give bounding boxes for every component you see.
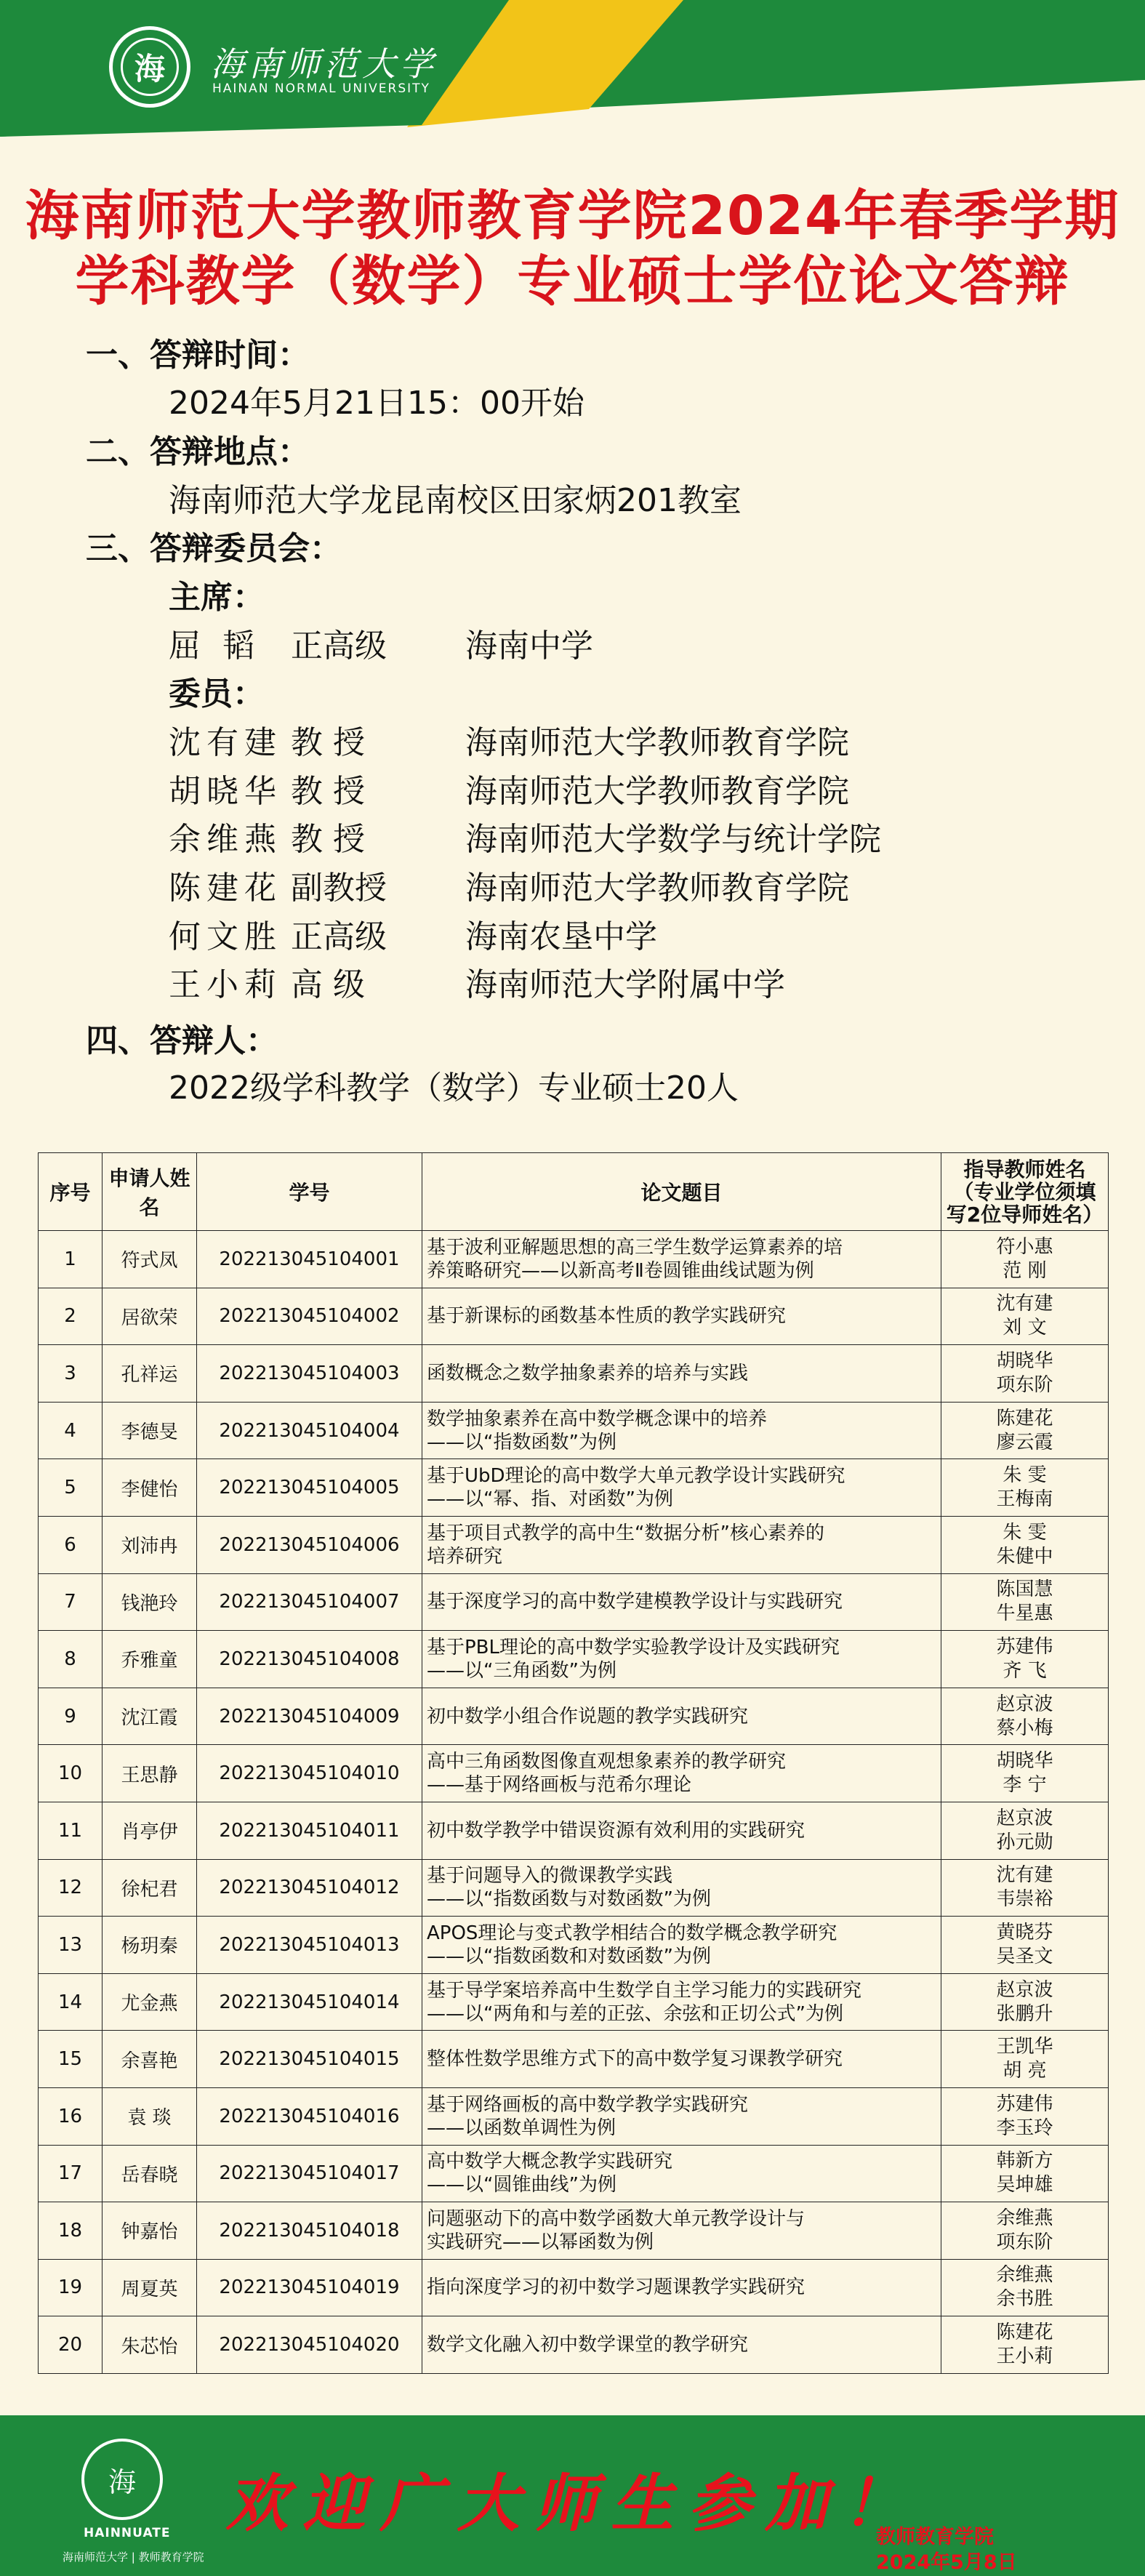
- col-advisor-header: 指导教师姓名（专业学位须填写2位导师姓名）: [941, 1153, 1109, 1231]
- table-row: [39, 1917, 1109, 1974]
- university-logo-icon: 海: [109, 26, 190, 108]
- place-value: 海南师范大学龙昆南校区田家炳201教室: [169, 482, 742, 519]
- college-logo-icon: 海: [81, 2439, 163, 2520]
- members-label: 委员：: [169, 675, 265, 713]
- table-row: [39, 1231, 1109, 1288]
- organizer: 教师教育学院: [876, 2526, 994, 2548]
- seq-cell: 2: [39, 1288, 103, 1345]
- student-id-cell: 202213045104009: [197, 1688, 422, 1745]
- student-id-cell: 202213045104003: [197, 1345, 422, 1403]
- student-id-cell: 202213045104019: [197, 2259, 422, 2316]
- table-row: [39, 1573, 1109, 1631]
- place-label: 二、答辩地点：: [86, 433, 310, 470]
- applicant-name-cell: 周夏英: [103, 2259, 197, 2316]
- advisor-cell: 陈建花 王小莉: [941, 2316, 1109, 2374]
- table-row: [39, 2316, 1109, 2374]
- table-row: [39, 1345, 1109, 1403]
- seq-cell: 18: [39, 2202, 103, 2260]
- seq-cell: 14: [39, 1973, 103, 2031]
- student-id-cell: 202213045104013: [197, 1917, 422, 1974]
- applicant-name-cell: 袁 琰: [103, 2087, 197, 2145]
- college-logo-cn: 海南师范大学 | 教师教育学院: [63, 2551, 204, 2564]
- applicant-name-cell: 符式凤: [103, 1231, 197, 1288]
- advisor-cell: 王凯华 胡 亮: [941, 2031, 1109, 2088]
- student-id-cell: 202213045104001: [197, 1231, 422, 1288]
- table-row: [39, 1516, 1109, 1573]
- student-id-cell: 202213045104016: [197, 2087, 422, 2145]
- applicant-name-cell: 孔祥运: [103, 1345, 197, 1403]
- student-id-cell: 202213045104002: [197, 1288, 422, 1345]
- table-row: [39, 2202, 1109, 2260]
- seq-cell: 10: [39, 1745, 103, 1802]
- advisor-cell: 胡晓华 李 宁: [941, 1745, 1109, 1802]
- thesis-title-cell: 基于深度学习的高中数学建模教学设计与实践研究: [422, 1573, 941, 1631]
- chair-entry: [169, 619, 593, 666]
- chair-rank: 正高级: [291, 627, 387, 665]
- advisor-cell: 赵京波 蔡小梅: [941, 1688, 1109, 1745]
- student-id-cell: 202213045104014: [197, 1973, 422, 2031]
- thesis-title-cell: 基于问题导入的微课教学实践 ——以“指数函数与对数函数”为例: [422, 1859, 941, 1917]
- header-banner: [0, 0, 1145, 137]
- school-name-cn: 海南师范大学: [211, 44, 438, 84]
- advisor-cell: 余维燕 余书胜: [941, 2259, 1109, 2316]
- issue-date: 2024年5月8日: [876, 2551, 1017, 2574]
- footer-banner: [0, 2415, 1145, 2576]
- advisor-cell: 韩新方 吴坤雄: [941, 2145, 1109, 2202]
- thesis-title-cell: 高中三角函数图像直观想象素养的教学研究 ——基于网络画板与范希尔理论: [422, 1745, 941, 1802]
- member-entry: 何文胜 正高级 海南农垦中学: [169, 918, 657, 955]
- student-id-cell: 202213045104008: [197, 1631, 422, 1688]
- seq-cell: 17: [39, 2145, 103, 2202]
- college-logo-en: HAINNUATE: [84, 2526, 171, 2540]
- advisor-cell: 黄晓芬 吴圣文: [941, 1917, 1109, 1974]
- col-name-header: 申请人姓名: [103, 1153, 197, 1231]
- seq-cell: 3: [39, 1345, 103, 1403]
- page-title-line2: 学科教学（数学）专业硕士学位论文答辩: [75, 250, 1070, 313]
- student-id-cell: 202213045104007: [197, 1573, 422, 1631]
- applicant-name-cell: 乔雅童: [103, 1631, 197, 1688]
- col-seq-header: 序号: [39, 1153, 103, 1231]
- student-id-cell: 202213045104018: [197, 2202, 422, 2260]
- table-row: [39, 1688, 1109, 1745]
- student-id-cell: 202213045104010: [197, 1745, 422, 1802]
- table-row: [39, 2145, 1109, 2202]
- advisor-cell: 赵京波 孙元勋: [941, 1802, 1109, 1859]
- seq-cell: 8: [39, 1631, 103, 1688]
- committee-label: 三、答辩委员会：: [86, 530, 342, 567]
- student-id-cell: 202213045104005: [197, 1459, 422, 1517]
- table-header-row: [39, 1153, 1109, 1231]
- seq-cell: 15: [39, 2031, 103, 2088]
- thesis-title-cell: 基于波利亚解题思想的高三学生数学运算素养的培 养策略研究——以新高考Ⅱ卷圆锥曲线试题为例: [422, 1231, 941, 1288]
- advisor-cell: 余维燕 项东阶: [941, 2202, 1109, 2260]
- applicant-name-cell: 沈江霞: [103, 1688, 197, 1745]
- thesis-title-cell: 函数概念之数学抽象素养的培养与实践: [422, 1345, 941, 1403]
- table-row: [39, 1802, 1109, 1859]
- applicant-name-cell: 肖亭伊: [103, 1802, 197, 1859]
- student-id-cell: 202213045104004: [197, 1402, 422, 1459]
- time-value: 2024年5月21日15：00开始: [169, 385, 584, 422]
- applicant-name-cell: 钱滟玲: [103, 1573, 197, 1631]
- seq-cell: 7: [39, 1573, 103, 1631]
- thesis-title-cell: 高中数学大概念教学实践研究 ——以“圆锥曲线”为例: [422, 2145, 941, 2202]
- chair-org: 海南中学: [465, 627, 593, 665]
- member-entry: 余维燕 教 授 海南师范大学数学与统计学院: [169, 821, 881, 858]
- defenders-value: 2022级学科教学（数学）专业硕士20人: [169, 1070, 739, 1107]
- applicant-name-cell: 刘沛冉: [103, 1516, 197, 1573]
- thesis-title-cell: APOS理论与变式教学相结合的数学概念教学研究 ——以“指数函数和对数函数”为例: [422, 1917, 941, 1974]
- thesis-title-cell: 数学文化融入初中数学课堂的教学研究: [422, 2316, 941, 2374]
- applicant-name-cell: 李德旻: [103, 1402, 197, 1459]
- chair-label: 主席：: [169, 579, 265, 616]
- thesis-title-cell: 基于项目式教学的高中生“数据分析”核心素养的 培养研究: [422, 1516, 941, 1573]
- applicant-name-cell: 李健怡: [103, 1459, 197, 1517]
- table-row: [39, 1402, 1109, 1459]
- table-row: [39, 1631, 1109, 1688]
- applicant-name-cell: 岳春晓: [103, 2145, 197, 2202]
- advisor-cell: 符小惠 范 刚: [941, 1231, 1109, 1288]
- school-name-en: HAINAN NORMAL UNIVERSITY: [212, 81, 430, 96]
- table-row: [39, 1859, 1109, 1917]
- advisor-cell: 朱 雯 王梅南: [941, 1459, 1109, 1517]
- advisor-cell: 赵京波 张鹏升: [941, 1973, 1109, 2031]
- applicant-name-cell: 朱芯怡: [103, 2316, 197, 2374]
- col-thesis-header: 论文题目: [422, 1153, 941, 1231]
- welcome-slogan: 欢迎广大师生参加！: [225, 2467, 920, 2540]
- advisor-cell: 沈有建 刘 文: [941, 1288, 1109, 1345]
- applicant-name-cell: 杨玥秦: [103, 1917, 197, 1974]
- seq-cell: 12: [39, 1859, 103, 1917]
- thesis-title-cell: 基于UbD理论的高中数学大单元教学设计实践研究 ——以“幂、指、对函数”为例: [422, 1459, 941, 1517]
- seq-cell: 16: [39, 2087, 103, 2145]
- student-id-cell: 202213045104012: [197, 1859, 422, 1917]
- defense-roster-table: [38, 1152, 1109, 2374]
- advisor-cell: 苏建伟 李玉玲: [941, 2087, 1109, 2145]
- advisor-cell: 苏建伟 齐 飞: [941, 1631, 1109, 1688]
- student-id-cell: 202213045104017: [197, 2145, 422, 2202]
- table-row: [39, 1459, 1109, 1517]
- thesis-title-cell: 数学抽象素养在高中数学概念课中的培养 ——以“指数函数”为例: [422, 1402, 941, 1459]
- advisor-cell: 陈建花 廖云霞: [941, 1402, 1109, 1459]
- member-entry: 陈建花 副教授 海南师范大学教师教育学院: [169, 870, 849, 907]
- applicant-name-cell: 余喜艳: [103, 2031, 197, 2088]
- thesis-title-cell: 初中数学教学中错误资源有效利用的实践研究: [422, 1802, 941, 1859]
- applicant-name-cell: 徐杞君: [103, 1859, 197, 1917]
- seq-cell: 9: [39, 1688, 103, 1745]
- student-id-cell: 202213045104011: [197, 1802, 422, 1859]
- table-row: [39, 1745, 1109, 1802]
- table-row: [39, 1973, 1109, 2031]
- thesis-title-cell: 问题驱动下的高中数学函数大单元教学设计与 实践研究——以幂函数为例: [422, 2202, 941, 2260]
- advisor-cell: 胡晓华 项东阶: [941, 1345, 1109, 1403]
- member-entry: 胡晓华 教 授 海南师范大学教师教育学院: [169, 773, 849, 810]
- time-label: 一、答辩时间：: [86, 337, 310, 374]
- thesis-title-cell: 初中数学小组合作说题的教学实践研究: [422, 1688, 941, 1745]
- seq-cell: 5: [39, 1459, 103, 1517]
- applicant-name-cell: 居欲荣: [103, 1288, 197, 1345]
- seq-cell: 20: [39, 2316, 103, 2374]
- page-title-line1: 海南师范大学教师教育学院2024年春季学期: [25, 185, 1120, 247]
- advisor-cell: 朱 雯 朱健中: [941, 1516, 1109, 1573]
- advisor-cell: 沈有建 韦崇裕: [941, 1859, 1109, 1917]
- thesis-title-cell: 基于导学案培养高中生数学自主学习能力的实践研究 ——以“两角和与差的正弦、余弦和正切公式”为例: [422, 1973, 941, 2031]
- member-entry: 王小莉 高 级 海南师范大学附属中学: [169, 966, 785, 1003]
- thesis-title-cell: 整体性数学思维方式下的高中数学复习课教学研究: [422, 2031, 941, 2088]
- advisor-cell: 陈国慧 牛星惠: [941, 1573, 1109, 1631]
- thesis-title-cell: 基于新课标的函数基本性质的教学实践研究: [422, 1288, 941, 1345]
- col-id-header: 学号: [197, 1153, 422, 1231]
- defenders-label: 四、答辩人：: [86, 1022, 278, 1059]
- student-id-cell: 202213045104015: [197, 2031, 422, 2088]
- table-row: [39, 2031, 1109, 2088]
- thesis-title-cell: 指向深度学习的初中数学习题课教学实践研究: [422, 2259, 941, 2316]
- chair-name: 屈 韬: [169, 627, 260, 665]
- table-row: [39, 2259, 1109, 2316]
- thesis-title-cell: 基于网络画板的高中数学教学实践研究 ——以函数单调性为例: [422, 2087, 941, 2145]
- table-row: [39, 2087, 1109, 2145]
- applicant-name-cell: 王思静: [103, 1745, 197, 1802]
- member-entry: 沈有建 教 授 海南师范大学教师教育学院: [169, 724, 849, 761]
- student-id-cell: 202213045104006: [197, 1516, 422, 1573]
- seq-cell: 1: [39, 1231, 103, 1288]
- applicant-name-cell: 尤金燕: [103, 1973, 197, 2031]
- student-id-cell: 202213045104020: [197, 2316, 422, 2374]
- seq-cell: 6: [39, 1516, 103, 1573]
- table-row: [39, 1288, 1109, 1345]
- seq-cell: 19: [39, 2259, 103, 2316]
- seq-cell: 13: [39, 1917, 103, 1974]
- applicant-name-cell: 钟嘉怡: [103, 2202, 197, 2260]
- seq-cell: 11: [39, 1802, 103, 1859]
- seq-cell: 4: [39, 1402, 103, 1459]
- thesis-title-cell: 基于PBL理论的高中数学实验教学设计及实践研究 ——以“三角函数”为例: [422, 1631, 941, 1688]
